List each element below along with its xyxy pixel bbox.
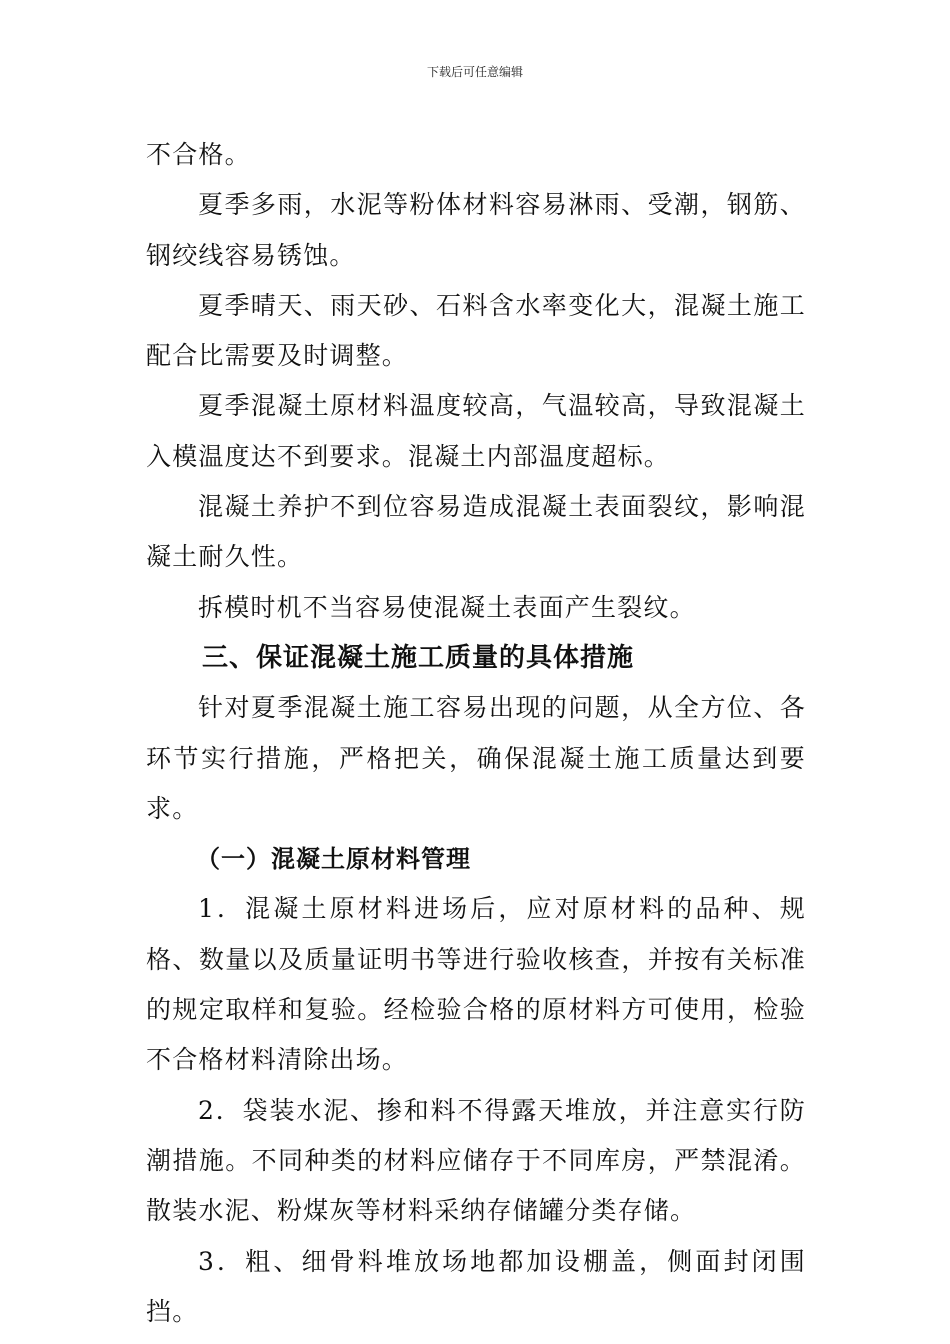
- paragraph: 混凝土养护不到位容易造成混凝土表面裂纹，影响混凝土耐久性。: [146, 492, 806, 572]
- paragraph: 不合格。: [146, 140, 251, 169]
- paragraph: 夏季混凝土原材料温度较高，气温较高，导致混凝土入模温度达不到要求。混凝土内部温度超标。: [146, 391, 806, 471]
- paragraph: 1．混凝土原材料进场后，应对原材料的品种、规格、数量以及质量证明书等进行验收核查，并按有关标准的规定取样和复验。经检验合格的原材料方可使用，检验不合格材料清除出场。: [146, 894, 806, 1075]
- document-body: [146, 130, 806, 1337]
- paragraph: 拆模时机不当容易使混凝土表面产生裂纹。: [198, 592, 696, 622]
- page-header-note: 下载后可任意编辑: [426, 65, 523, 79]
- subsection-heading: （一）混凝土原材料管理: [196, 845, 471, 874]
- paragraph: 夏季晴天、雨天砂、石料含水率变化大，混凝土施工配合比需要及时调整。: [146, 290, 806, 371]
- paragraph: 针对夏季混凝土施工容易出现的问题，从全方位、各环节实行措施，严格把关，确保混凝土施工质量达到要求。: [146, 693, 806, 823]
- paragraph: 夏季多雨，水泥等粉体材料容易淋雨、受潮，钢筋、钢绞线容易锈蚀。: [146, 190, 806, 270]
- paragraph: 2．袋装水泥、掺和料不得露天堆放，并注意实行防潮措施。不同种类的材料应储存于不同库房，严禁混淆。散装水泥、粉煤灰等材料采纳存储罐分类存储。: [146, 1095, 806, 1226]
- section-heading: 三、保证混凝土施工质量的具体措施: [202, 642, 635, 673]
- paragraph: 3．粗、细骨料堆放场地都加设棚盖，侧面封闭围挡。: [146, 1246, 806, 1326]
